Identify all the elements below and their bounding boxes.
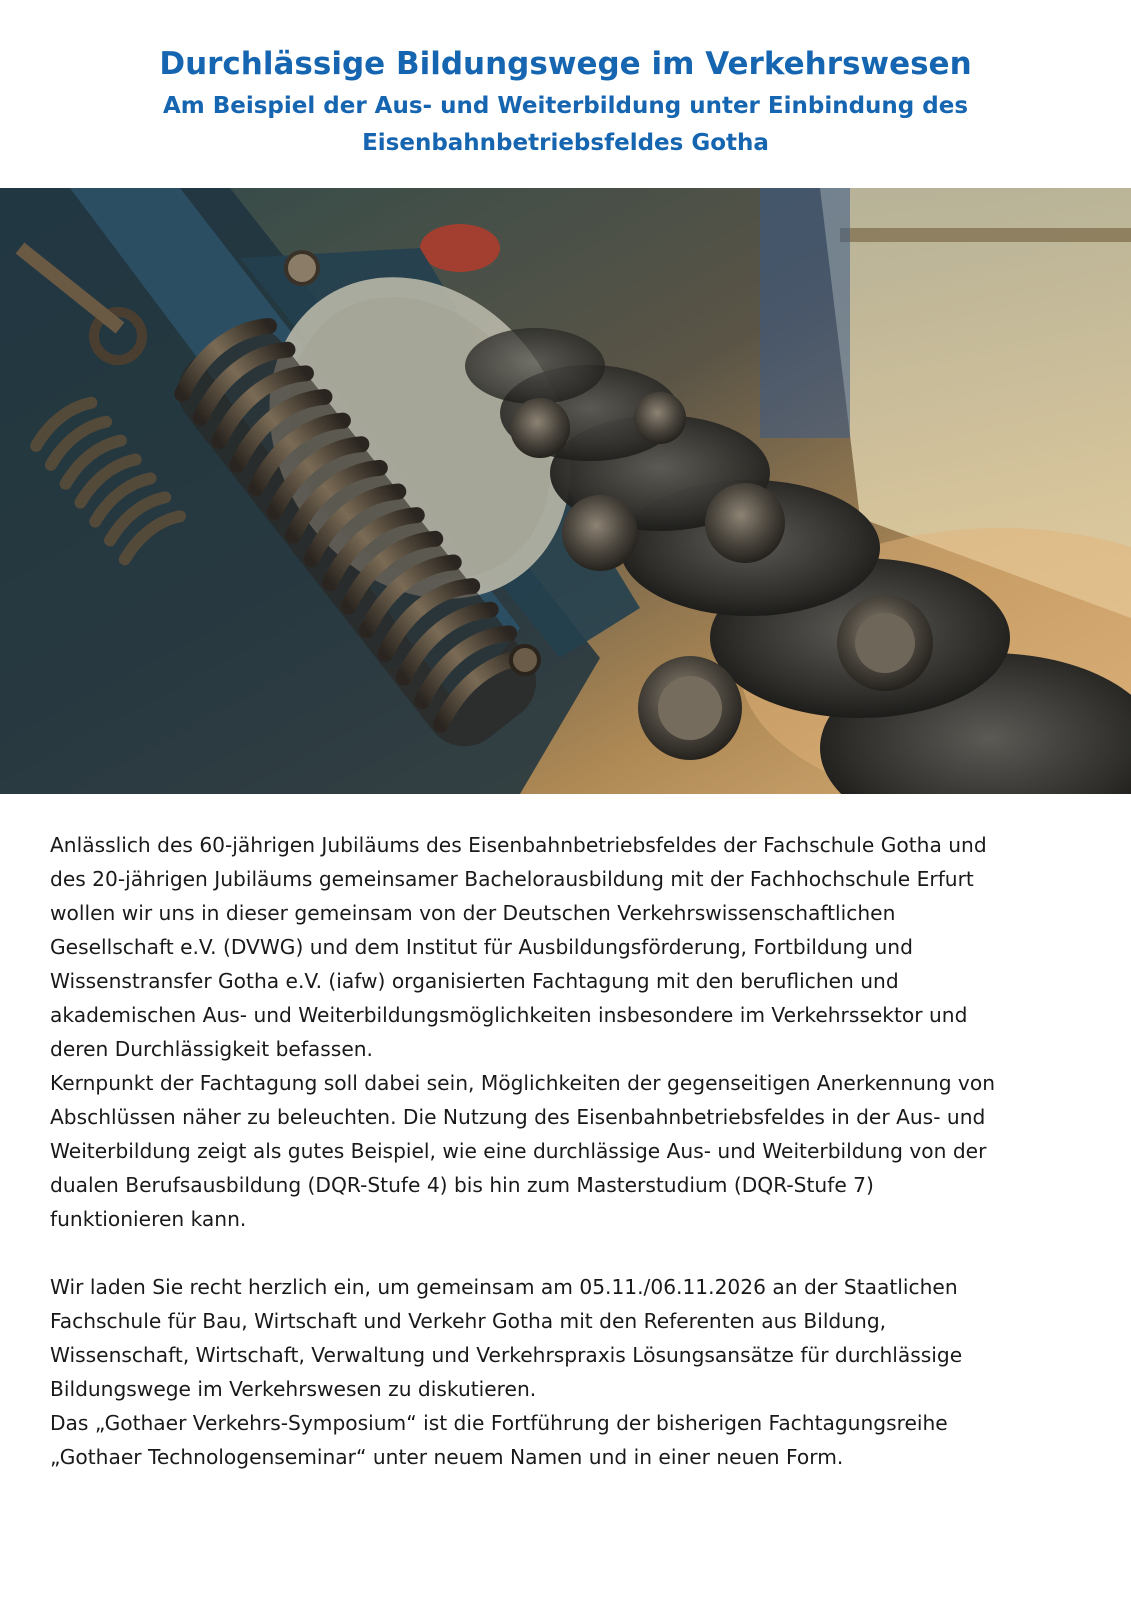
subtitle-line-2: Eisenbahnbetriebsfeldes Gotha (362, 130, 769, 156)
paragraph-symposium: Das „Gothaer Verkehrs-Symposium“ ist die Fortführung der bisherigen Fachtagungsreihe „Gothaer Technologenseminar“ unter neuem Namen und in einer neuen Form. (50, 1411, 948, 1469)
page-subtitle (0, 88, 1131, 162)
body-text (50, 828, 1100, 1474)
railway-signal-lever-frame-photo (0, 188, 1131, 794)
subtitle-line-1: Am Beispiel der Aus- und Weiterbildung unter Einbindung des (162, 93, 969, 119)
paragraph-einladung: Wir laden Sie recht herzlich ein, um gemeinsam am 05.11./06.11.2026 an der Staatlichen Fachschule für Bau, Wirtschaft und Verkehr Gotha mit den Referenten aus Bildung, Wissenschaft, Wirtschaft, Verwaltung und Verkehrspraxis Lösungsansätze für durchlässige Bildungswege im Verkehrswesen zu diskutieren. (50, 1275, 963, 1401)
paragraph-anlass: Anlässlich des 60-jährigen Jubiläums des Eisenbahnbetriebsfeldes der Fachschule Gotha und des 20-jährigen Jubiläums gemeinsamer Bachelorausbildung mit der Fachhochschule Erfurt wollen wir uns in dieser gemeinsam von der Deutschen Verkehrswissenschaftlichen Gesellschaft e.V. (DVWG) und dem Institut für Ausbildungsförderung, Fortbildung und Wissenstransfer Gotha e.V. (iafw) organisierten Fachtagung mit den beruflichen und akademischen Aus- und Weiterbildungsmöglichkeiten insbesondere im Verkehrssektor und deren Durchlässigkeit befassen. (50, 833, 987, 1061)
page-title: Durchlässige Bildungswege im Verkehrswesen (159, 46, 972, 82)
header (0, 44, 1131, 162)
paragraph-kernpunkt: Kernpunkt der Fachtagung soll dabei sein, Möglichkeiten der gegenseitigen Anerkennung von Abschlüssen näher zu beleuchten. Die Nutzung des Eisenbahnbetriebsfeldes in der Aus- und Weiterbildung zeigt als gutes Beispiel, wie eine durchlässige Aus- und Weiterbildung von der dualen Berufsausbildung (DQR-Stufe 4) bis hin zum Masterstudium (DQR-Stufe 7) funktionieren kann. (50, 1071, 996, 1231)
paragraph-spacer (50, 1236, 1100, 1270)
